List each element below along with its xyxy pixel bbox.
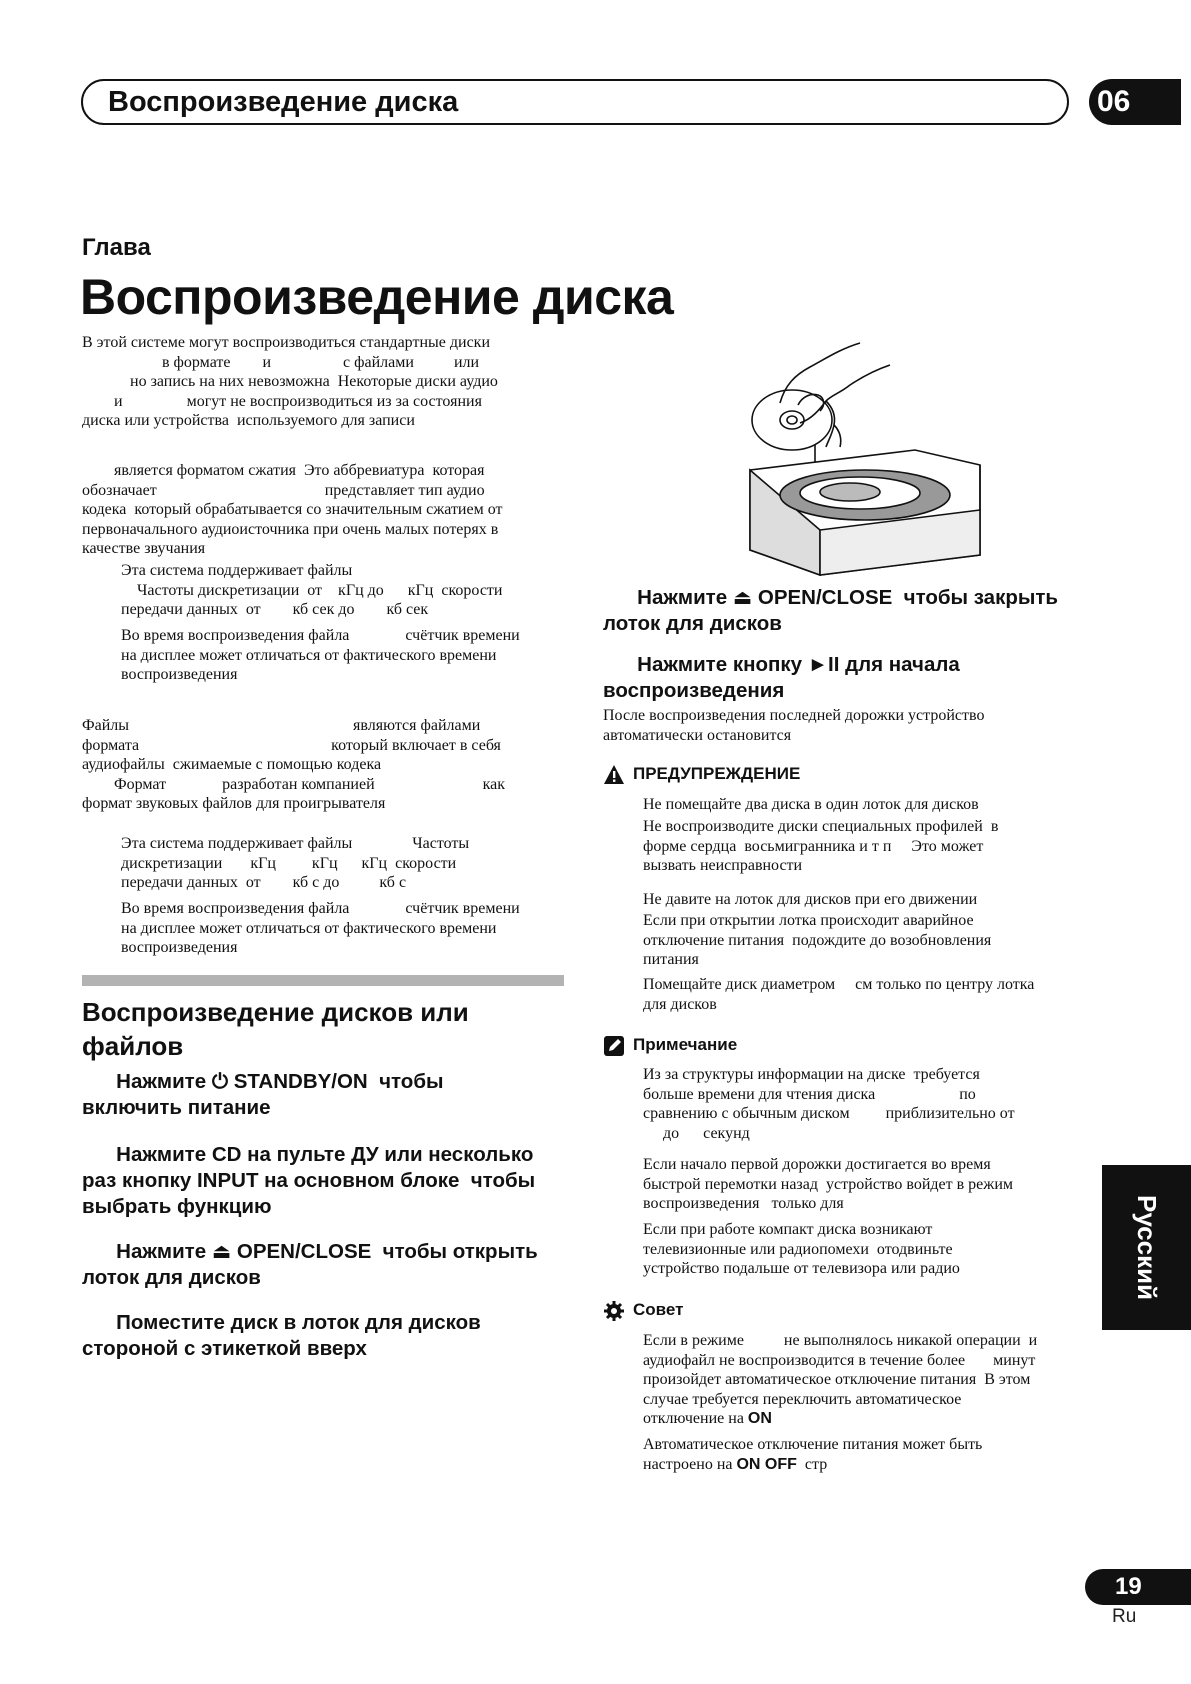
mp3-info-line: кодека который обрабатывается со значительным сжатием от <box>82 501 503 518</box>
note-pencil-icon <box>603 1035 625 1057</box>
tip-heading: Совет <box>633 1300 684 1319</box>
warning-item-line: Не воспроизводите диски специальных профилей в <box>643 818 999 835</box>
disc-tray-illustration <box>740 335 1030 585</box>
note-item-line: Если при работе компакт диска возникают <box>643 1221 933 1238</box>
step-3-line: Нажмите ⏏ OPEN/CLOSE чтобы открыть <box>82 1240 538 1263</box>
mp3-bullet-line: воспроизведения <box>121 666 238 683</box>
step-4-line: Поместите диск в лоток для дисков <box>82 1311 481 1334</box>
note-item-line: больше времени для чтения диска по <box>643 1085 976 1103</box>
wma-info-line: Формат разработан компанией как <box>82 775 506 793</box>
wma-info-line: Файлы являются файлами <box>82 717 481 734</box>
mp3-bullet-line: Во время воспроизведения файла счётчик времени <box>121 627 520 644</box>
mp3-info-line: является форматом сжатия Это аббревиатура которая <box>82 462 485 479</box>
tip-item-line: Если в режиме не выполнялось никакой операции и <box>643 1332 1038 1349</box>
page-number: 19 <box>1085 1569 1191 1605</box>
warning-item-line: Не помещайте два диска в один лоток для дисков <box>643 796 979 813</box>
note-item-line: быстрой перемотки назад устройство войдет в режим <box>643 1175 1014 1193</box>
wma-bullet-line: Во время воспроизведения файла счётчик времени <box>121 900 520 917</box>
chapter-number-badge: 06 <box>1089 79 1181 125</box>
wma-bullet-line: передачи данных от кб с до кб с <box>121 874 407 891</box>
tip-item-line <box>643 1455 827 1475</box>
warning-item-line: отключение питания подождите до возобновления <box>643 931 992 949</box>
warning-item-line: питания <box>643 951 699 968</box>
tip-text: настроено на <box>643 1456 737 1473</box>
intro-line: В этой системе могут воспроизводиться стандартные диски <box>82 334 491 351</box>
mp3-info-line: первоначального аудиоисточника при очень малых потерях в <box>82 520 499 538</box>
language-tab-label: Русский <box>1132 1194 1162 1301</box>
header-title: Воспроизведение диска <box>108 86 459 118</box>
note-heading: Примечание <box>633 1035 738 1054</box>
mp3-info-line: качестве звучания <box>82 540 206 557</box>
tip-onoff-value: ON OFF <box>736 1456 797 1473</box>
step-2-line: выбрать функцию <box>82 1195 272 1218</box>
note-item-line: сравнению с обычным диском приблизительно от <box>643 1105 1015 1122</box>
wma-bullet-line: воспроизведения <box>121 939 238 956</box>
warning-heading: ПРЕДУПРЕЖДЕНИЕ <box>633 764 801 783</box>
tip-text: отключение на <box>643 1410 748 1427</box>
tip-item-line: Автоматическое отключение питания может быть <box>643 1436 983 1453</box>
chapter-label: Глава <box>82 234 151 261</box>
wma-bullet-line: на дисплее может отличаться от фактического времени <box>121 919 497 937</box>
intro-line: в формате и с файлами или <box>82 353 480 371</box>
warning-item-line: Помещайте диск диаметром см только по центру лотка <box>643 976 1035 993</box>
step-5-line: Нажмите ⏏ OPEN/CLOSE чтобы закрыть <box>603 586 1058 609</box>
mp3-bullet-line: Частоты дискретизации от кГц до кГц скорости <box>121 581 503 599</box>
note-item-line: воспроизведения только для <box>643 1195 844 1212</box>
intro-line: и могут не воспроизводиться из за состояния <box>82 392 482 410</box>
tip-item-line: случае требуется переключить автоматическое <box>643 1390 962 1408</box>
note-item-line: Из за структуры информации на диске требуется <box>643 1066 980 1083</box>
wma-info-line: аудиофайлы сжимаемые с помощью кодека <box>82 756 382 773</box>
after-play-line: автоматически остановится <box>603 726 792 744</box>
warning-item-line: вызвать неисправности <box>643 857 803 874</box>
step-5-line: лоток для дисков <box>603 612 782 635</box>
tip-text: стр <box>796 1456 828 1473</box>
warning-item-line: Если при открытии лотка происходит аварийное <box>643 912 974 929</box>
note-item-line: Если начало первой дорожки достигается во время <box>643 1156 991 1173</box>
step-1-line: Нажмите ⏻ STANDBY/ON чтобы <box>82 1070 444 1093</box>
step-2-line: раз кнопку INPUT на основном блоке чтобы <box>82 1169 536 1192</box>
warning-icon <box>603 764 625 786</box>
mp3-bullet-line: Эта система поддерживает файлы <box>121 562 353 579</box>
tip-item-line: аудиофайл не воспроизводится в течение более минут <box>643 1351 1036 1369</box>
warning-item-line: для дисков <box>643 995 717 1013</box>
wma-info-line: формат звуковых файлов для проигрывателя <box>82 795 386 812</box>
step-4-line: стороной с этикеткой вверх <box>82 1337 367 1360</box>
section-divider <box>82 975 564 986</box>
intro-line: но запись на них невозможна Некоторые диски аудио <box>82 373 498 390</box>
after-play-line: После воспроизведения последней дорожки устройство <box>603 707 985 724</box>
note-item-line: устройство подальше от телевизора или радио <box>643 1260 960 1277</box>
mp3-bullet-line: передачи данных от кб сек до кб сек <box>121 601 429 618</box>
wma-bullet-line: дискретизации кГц кГц кГц скорости <box>121 854 457 872</box>
intro-line: диска или устройства используемого для записи <box>82 412 415 429</box>
mp3-info-line: обозначает представляет тип аудио <box>82 481 485 499</box>
step-6-line: воспроизведения <box>603 679 785 702</box>
warning-item-line: форме сердца восьмигранника и т п Это может <box>643 837 984 855</box>
tip-item-line: произойдет автоматическое отключение питания В этом <box>643 1371 1031 1388</box>
wma-bullet-line: Эта система поддерживает файлы Частоты <box>121 835 470 852</box>
tip-on-value: ON <box>747 1410 772 1427</box>
mp3-bullet-line: на дисплее может отличаться от фактического времени <box>121 646 497 664</box>
section-title: Воспроизведение дисков или файлов <box>82 997 469 1061</box>
step-1-line: включить питание <box>82 1096 271 1119</box>
page-language: Ru <box>1112 1606 1137 1627</box>
wma-info-line: формата который включает в себя <box>82 736 501 754</box>
tip-gear-icon <box>603 1300 625 1322</box>
note-item-line: до секунд <box>643 1124 750 1142</box>
step-3-line: лоток для дисков <box>82 1266 261 1289</box>
step-6-line: Нажмите кнопку ►II для начала <box>603 653 960 676</box>
note-item-line: телевизионные или радиопомехи отодвиньте <box>643 1240 953 1258</box>
step-2-line: Нажмите CD на пульте ДУ или несколько <box>82 1143 534 1166</box>
warning-item-line: Не давите на лоток для дисков при его движении <box>643 891 978 908</box>
chapter-title: Воспроизведение диска <box>80 269 674 325</box>
tip-item-line <box>643 1409 772 1429</box>
